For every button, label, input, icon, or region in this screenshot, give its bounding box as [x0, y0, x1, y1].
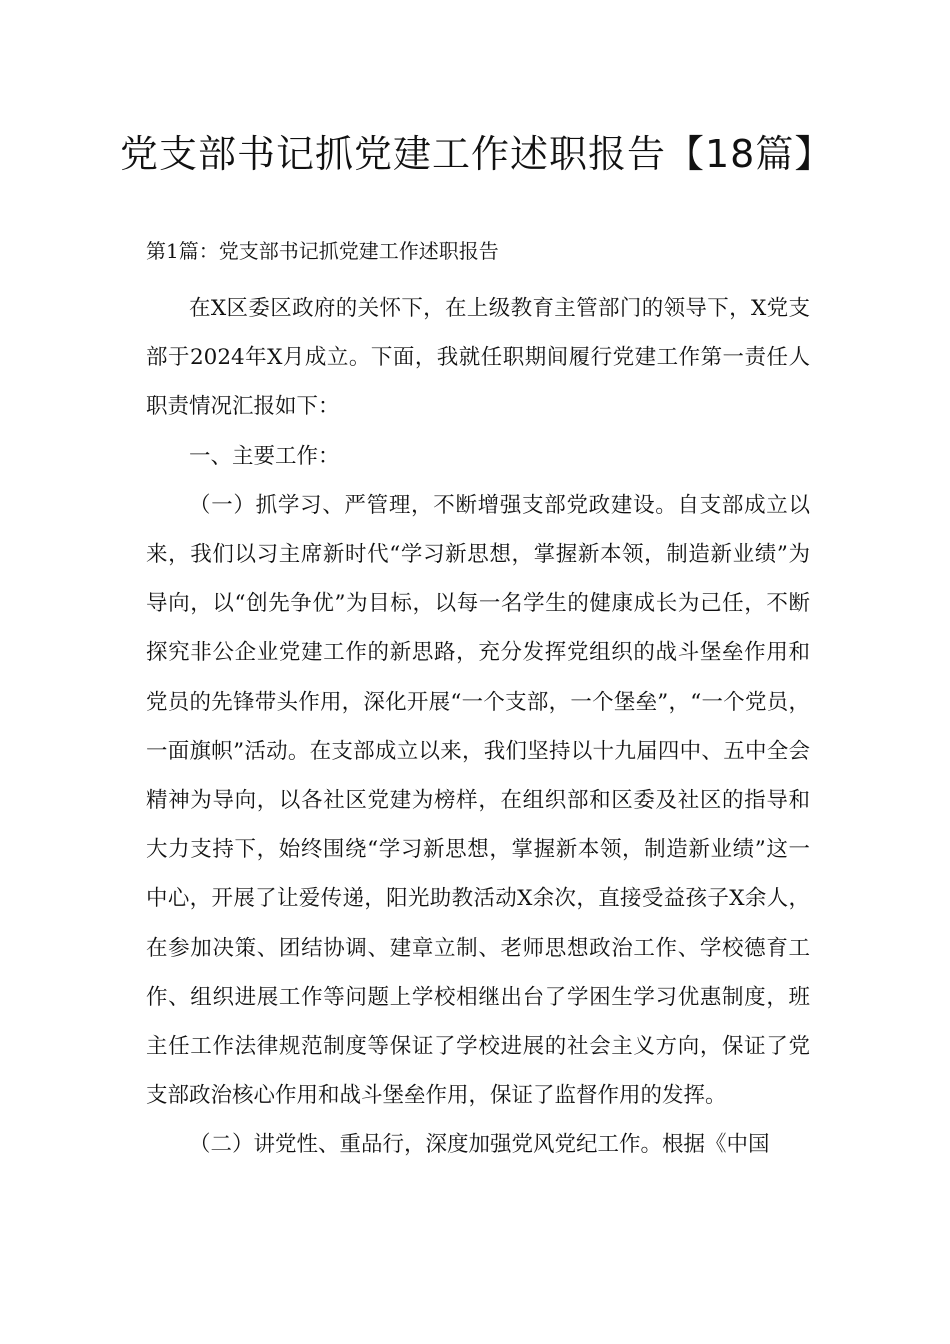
- section-heading: 第1篇：党支部书记抓党建工作述职报告: [146, 239, 499, 263]
- document-body: [146, 284, 810, 1170]
- paragraph-section-one: （一）抓学习、严管理，不断增强支部党政建设。自支部成立以来，我们以习主席新时代“学习新思想，掌握新本领，制造新业绩”为导向，以“创先争优”为目标，以每一名学生的健康成长为己任，不断探究非公企业党建工作的新思路，充分发挥党组织的战斗堡垒作用和党员的先锋带头作用，深化开展“一个支部，一个堡垒”，“一个党员，一面旗帜”活动。在支部成立以来，我们坚持以十九届四中、五中全会精神为导向，以各社区党建为榜样，在组织部和区委及社区的指导和大力支持下，始终围绕“学习新思想，掌握新本领，制造新业绩”这一中心，开展了让爱传递，阳光助教活动X余次，直接受益孩子X余人，在参加决策、团结协调、建章立制、老师思想政治工作、学校德育工作、组织进展工作等问题上学校相继出台了学困生学习优惠制度，班主任工作法律规范制度等保证了学校进展的社会主义方向，保证了党支部政治核心作用和战斗堡垒作用，保证了监督作用的发挥。: [146, 492, 810, 1109]
- document-title: 党支部书记抓党建工作述职报告【18篇】: [120, 132, 834, 176]
- paragraph-section-two: （二）讲党性、重品行，深度加强党风党纪工作。根据《中国: [189, 1132, 770, 1158]
- paragraph-main-work-heading: 一、主要工作：: [189, 443, 340, 469]
- paragraph-intro: 在X区委区政府的关怀下，在上级教育主管部门的领导下，X党支部于2024年X月成立。下面，我就任职期间履行党建工作第一责任人职责情况汇报如下：: [146, 296, 810, 420]
